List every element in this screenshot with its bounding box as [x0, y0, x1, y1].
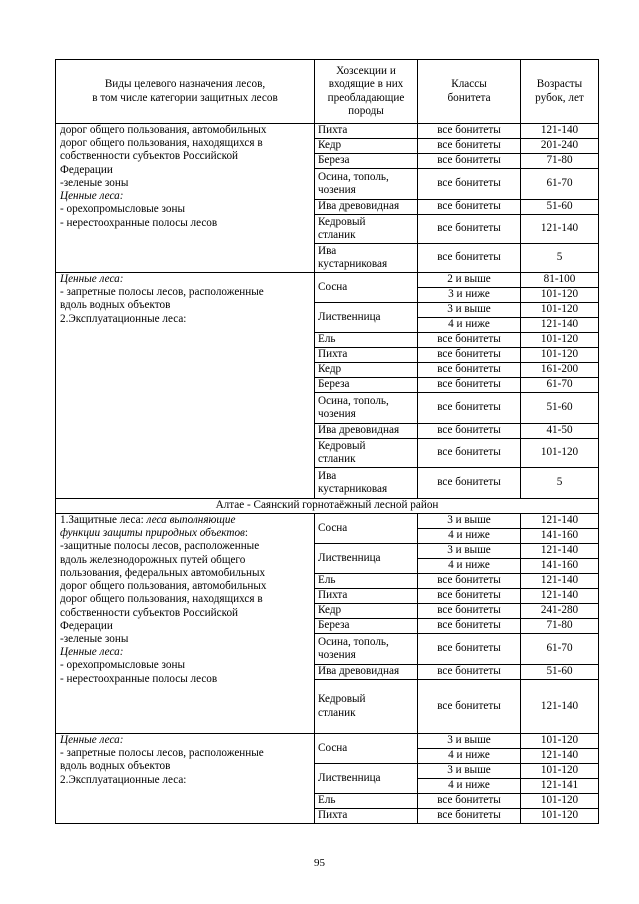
bonitet-cell: все бонитеты [418, 215, 521, 244]
bonitet-cell: 3 и ниже [418, 288, 521, 303]
header-cutting-age: Возрасты рубок, лет [521, 60, 599, 124]
cutting-age-cell: 5 [521, 468, 599, 499]
species-line: Береза [318, 154, 350, 167]
cutting-age-cell: 5 [521, 244, 599, 273]
table-header-row [56, 60, 599, 124]
category-line: - запретные полосы лесов, расположенные [60, 286, 264, 299]
forest-category-cell [56, 273, 315, 499]
species-cell [315, 393, 418, 424]
bonitet-cell: 4 и ниже [418, 779, 521, 794]
category-line: -зеленые зоны [60, 632, 129, 645]
species-line: Сосна [318, 741, 348, 754]
species-cell [315, 169, 418, 200]
species-line: Кедр [318, 363, 342, 376]
cutting-age-cell: 101-120 [521, 348, 599, 363]
species-cell [315, 273, 418, 303]
species-line: Лиственница [318, 551, 381, 564]
cutting-age-cell: 51-60 [521, 393, 599, 424]
category-line: Ценные леса: [60, 734, 124, 746]
species-line: стланик [318, 453, 356, 465]
species-cell [315, 665, 418, 680]
category-line: - орехопромысловые зоны [60, 203, 186, 216]
category-line: дорог общего пользования, автомобильных [60, 124, 267, 136]
species-line: Ель [318, 794, 336, 807]
species-line: Ель [318, 574, 336, 587]
bonitet-cell: все бонитеты [418, 124, 521, 139]
species-cell [315, 468, 418, 499]
species-line: стланик [318, 229, 356, 241]
cutting-age-cell: 121-140 [521, 514, 599, 529]
species-line: чозения [318, 184, 356, 196]
species-line: Осина, тополь, [318, 394, 389, 407]
cutting-age-cell: 121-140 [521, 574, 599, 589]
bonitet-cell: 3 и выше [418, 764, 521, 779]
species-line: Ива [318, 469, 337, 482]
cutting-age-cell: 101-120 [521, 303, 599, 318]
species-cell [315, 680, 418, 734]
species-cell [315, 139, 418, 154]
cutting-age-cell: 101-120 [521, 439, 599, 468]
category-line: Федерации [60, 163, 113, 176]
category-line: вдоль водных объектов [60, 760, 171, 773]
species-line: Кедр [318, 139, 342, 152]
species-cell [315, 634, 418, 665]
species-line: Кедровый [318, 693, 366, 706]
cutting-age-cell: 61-70 [521, 169, 599, 200]
cutting-age-cell: 81-100 [521, 273, 599, 288]
species-line: Ива древовидная [318, 665, 400, 678]
page-number: 95 [314, 857, 325, 869]
category-line [60, 527, 310, 540]
bonitet-cell: 4 и ниже [418, 529, 521, 544]
species-cell [315, 809, 418, 824]
cutting-age-cell: 51-60 [521, 665, 599, 680]
species-cell [315, 794, 418, 809]
category-line: 2.Эксплуатационные леса: [60, 773, 187, 786]
species-cell [315, 200, 418, 215]
bonitet-cell: все бонитеты [418, 634, 521, 665]
species-cell [315, 333, 418, 348]
bonitet-cell: 3 и выше [418, 544, 521, 559]
category-line: -защитные полосы лесов, расположенные [60, 540, 260, 553]
category-line: Ценные леса: [60, 646, 124, 659]
category-line: дорог общего пользования, находящихся в [60, 593, 263, 606]
species-line: Ель [318, 333, 336, 346]
species-cell [315, 363, 418, 378]
species-cell [315, 589, 418, 604]
species-cell [315, 378, 418, 393]
bonitet-cell: все бонитеты [418, 809, 521, 824]
species-cell [315, 215, 418, 244]
category-line-part: леса выполняющие [146, 514, 236, 526]
forest-category-cell [56, 734, 315, 824]
category-line: пользования, федеральных автомобильных [60, 566, 266, 579]
category-line-part: : [244, 527, 249, 540]
bonitet-cell: все бонитеты [418, 200, 521, 215]
bonitet-cell: все бонитеты [418, 665, 521, 680]
forest-category-cell [56, 124, 315, 273]
species-line: Береза [318, 619, 350, 632]
species-cell [315, 124, 418, 139]
cutting-age-cell: 121-141 [521, 779, 599, 794]
bonitet-cell: все бонитеты [418, 794, 521, 809]
bonitet-cell: 2 и выше [418, 273, 521, 288]
bonitet-cell: все бонитеты [418, 439, 521, 468]
category-line: - нерестоохранные полосы лесов [60, 216, 218, 229]
species-line: чозения [318, 649, 356, 661]
category-line: - орехопромысловые зоны [60, 659, 186, 672]
species-cell [315, 439, 418, 468]
species-line: Кедровый [318, 439, 366, 452]
cutting-age-cell: 101-120 [521, 333, 599, 348]
category-line: Ценные леса: [60, 190, 124, 203]
cutting-age-cell: 101-120 [521, 794, 599, 809]
species-cell [315, 424, 418, 439]
category-line: собственности субъектов Российской [60, 606, 239, 619]
species-line: Сосна [318, 521, 348, 534]
species-line: Пихта [318, 809, 348, 822]
cutting-age-cell: 121-140 [521, 544, 599, 559]
bonitet-cell: все бонитеты [418, 393, 521, 424]
bonitet-cell: все бонитеты [418, 169, 521, 200]
category-line: дорог общего пользования, автомобильных [60, 580, 267, 593]
table-row [56, 514, 599, 529]
species-cell [315, 574, 418, 589]
species-cell [315, 734, 418, 764]
bonitet-cell: все бонитеты [418, 424, 521, 439]
bonitet-cell: все бонитеты [418, 680, 521, 734]
species-line: Осина, тополь, [318, 170, 389, 183]
category-line: - нерестоохранные полосы лесов [60, 672, 218, 685]
cutting-age-cell: 121-140 [521, 749, 599, 764]
region-title: Алтае - Саянский горнотаёжный лесной район [56, 499, 599, 514]
table-body [56, 60, 599, 824]
bonitet-cell: все бонитеты [418, 468, 521, 499]
species-line: Сосна [318, 280, 348, 293]
species-line: Ива [318, 244, 337, 257]
cutting-age-cell: 121-140 [521, 124, 599, 139]
cutting-age-cell: 121-140 [521, 318, 599, 333]
species-line: Осина, тополь, [318, 635, 389, 648]
header-forest-purpose: Виды целевого назначения лесов, в том числе категории защитных лесов [56, 60, 315, 124]
bonitet-cell: 3 и выше [418, 734, 521, 749]
species-cell [315, 619, 418, 634]
bonitet-cell: все бонитеты [418, 619, 521, 634]
species-line: Лиственница [318, 310, 381, 323]
category-line-part: функции защиты природных объектов [60, 527, 245, 540]
species-line: Кедр [318, 604, 342, 617]
cutting-age-cell: 101-120 [521, 764, 599, 779]
category-line: -зеленые зоны [60, 176, 129, 189]
cutting-age-cell: 51-60 [521, 200, 599, 215]
table-row [56, 124, 599, 139]
cutting-age-cell: 101-120 [521, 809, 599, 824]
bonitet-cell: все бонитеты [418, 348, 521, 363]
category-line: вдоль водных объектов [60, 299, 171, 312]
species-line: Ива древовидная [318, 200, 400, 213]
cutting-age-cell: 121-140 [521, 680, 599, 734]
species-cell [315, 514, 418, 544]
species-line: стланик [318, 706, 356, 719]
bonitet-cell: все бонитеты [418, 154, 521, 169]
bonitet-cell: все бонитеты [418, 378, 521, 393]
cutting-age-cell: 71-80 [521, 619, 599, 634]
cutting-age-cell: 141-160 [521, 559, 599, 574]
category-line: - запретные полосы лесов, расположенные [60, 747, 264, 760]
category-line: собственности субъектов Российской [60, 150, 239, 163]
species-line: Пихта [318, 348, 348, 361]
category-line [60, 514, 310, 527]
species-cell [315, 303, 418, 333]
bonitet-cell: 4 и ниже [418, 318, 521, 333]
cutting-age-cell: 101-120 [521, 734, 599, 749]
bonitet-cell: все бонитеты [418, 604, 521, 619]
table-row [56, 273, 599, 288]
bonitet-cell: все бонитеты [418, 139, 521, 154]
cutting-age-cell: 141-160 [521, 529, 599, 544]
category-line: Ценные леса: [60, 273, 124, 285]
category-line-part: 1.Защитные леса: [60, 514, 147, 526]
bonitet-cell: 4 и ниже [418, 749, 521, 764]
species-line: Береза [318, 378, 350, 391]
bonitet-cell: 4 и ниже [418, 559, 521, 574]
species-line: кустарниковая [318, 483, 388, 495]
bonitet-cell: 3 и выше [418, 514, 521, 529]
species-cell [315, 604, 418, 619]
bonitet-cell: все бонитеты [418, 333, 521, 348]
species-cell [315, 544, 418, 574]
species-line: Пихта [318, 124, 348, 137]
bonitet-cell: 3 и выше [418, 303, 521, 318]
species-cell [315, 244, 418, 273]
category-line: вдоль железнодорожных путей общего [60, 553, 246, 566]
species-line: Лиственница [318, 771, 381, 784]
category-line: дорог общего пользования, находящихся в [60, 137, 263, 150]
cutting-age-table [55, 59, 599, 824]
category-line: Федерации [60, 619, 113, 632]
header-bonitet-class: Классы бонитета [418, 60, 521, 124]
bonitet-cell: все бонитеты [418, 363, 521, 378]
cutting-age-cell: 61-70 [521, 378, 599, 393]
species-line: чозения [318, 408, 356, 420]
species-cell [315, 348, 418, 363]
species-line: Пихта [318, 589, 348, 602]
cutting-age-cell: 161-200 [521, 363, 599, 378]
category-line: 2.Эксплуатационные леса: [60, 312, 187, 325]
cutting-age-cell: 71-80 [521, 154, 599, 169]
cutting-age-cell: 241-280 [521, 604, 599, 619]
species-cell [315, 154, 418, 169]
cutting-age-cell: 101-120 [521, 288, 599, 303]
cutting-age-cell: 41-50 [521, 424, 599, 439]
forest-category-cell [56, 514, 315, 734]
species-cell [315, 764, 418, 794]
species-line: кустарниковая [318, 258, 388, 270]
species-line: Кедровый [318, 215, 366, 228]
cutting-age-cell: 201-240 [521, 139, 599, 154]
cutting-age-cell: 121-140 [521, 589, 599, 604]
species-line: Ива древовидная [318, 424, 400, 437]
bonitet-cell: все бонитеты [418, 589, 521, 604]
header-species: Хозсекции и входящие в них преобладающие породы [315, 60, 418, 124]
bonitet-cell: все бонитеты [418, 574, 521, 589]
table-row [56, 734, 599, 749]
cutting-age-cell: 61-70 [521, 634, 599, 665]
cutting-age-cell: 121-140 [521, 215, 599, 244]
region-row [56, 499, 599, 514]
bonitet-cell: все бонитеты [418, 244, 521, 273]
